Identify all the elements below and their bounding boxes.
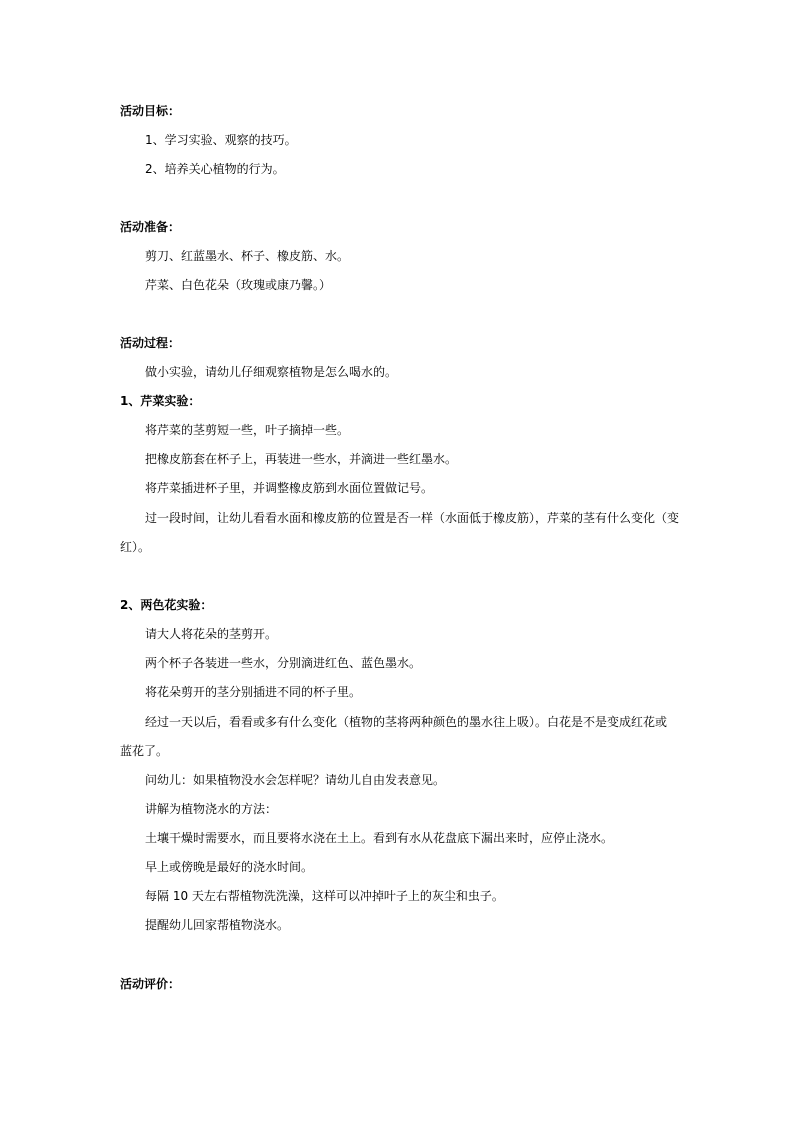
exp2-heading: 2、两色花实验： bbox=[120, 598, 213, 612]
prep-heading: 活动准备： bbox=[120, 220, 181, 234]
tip-4: 提醒幼儿回家帮植物浇水。 bbox=[145, 918, 290, 932]
exp1-observe-line-1: 过一段时间，让幼儿看看水面和橡皮筋的位置是否一样（水面低于橡皮筋），芹菜的茎有什么变化（变 bbox=[145, 511, 680, 525]
exp2-step-2: 两个杯子各装进一些水，分别滴进红色、蓝色墨水。 bbox=[145, 656, 422, 670]
exp1-step-2: 把橡皮筋套在杯子上，再装进一些水，并滴进一些红墨水。 bbox=[145, 452, 458, 466]
process-heading: 活动过程： bbox=[120, 336, 181, 350]
exp1-step-1: 将芹菜的茎剪短一些，叶子摘掉一些。 bbox=[145, 423, 350, 437]
exp2-observe-line-2: 蓝花了。 bbox=[120, 744, 169, 758]
tip-3: 每隔 10 天左右帮植物洗洗澡，这样可以冲掉叶子上的灰尘和虫子。 bbox=[145, 889, 504, 903]
process-intro: 做小实验，请幼儿仔细观察植物是怎么喝水的。 bbox=[145, 365, 398, 379]
exp1-observe-line-2: 红）。 bbox=[120, 540, 151, 554]
exp1-step-3: 将芹菜插进杯子里，并调整橡皮筋到水面位置做记号。 bbox=[145, 481, 434, 495]
exp2-step-1: 请大人将花朵的茎剪开。 bbox=[145, 627, 278, 641]
evaluation-heading: 活动评价： bbox=[120, 977, 181, 991]
exp1-heading: 1、芹菜实验： bbox=[120, 394, 201, 408]
goal-item-2: 2、培养关心植物的行为。 bbox=[145, 162, 285, 176]
goal-item-1: 1、学习实验、观察的技巧。 bbox=[145, 133, 297, 147]
exp2-observe-line-1: 经过一天以后，看看或多有什么变化（植物的茎将两种颜色的墨水往上吸）。白花是不是变成红花或 bbox=[145, 715, 668, 729]
exp2-explain: 讲解为植物浇水的方法： bbox=[145, 802, 278, 816]
goals-heading: 活动目标： bbox=[120, 104, 181, 118]
tip-2: 早上或傍晚是最好的浇水时间。 bbox=[145, 860, 314, 874]
tip-1: 土壤干燥时需要水，而且要将水浇在土上。看到有水从花盘底下漏出来时，应停止浇水。 bbox=[145, 831, 614, 845]
prep-item-1: 剪刀、红蓝墨水、杯子、橡皮筋、水。 bbox=[145, 249, 350, 263]
exp2-step-3: 将花朵剪开的茎分别插进不同的杯子里。 bbox=[145, 685, 362, 699]
prep-item-2: 芹菜、白色花朵（玫瑰或康乃馨。） bbox=[145, 278, 332, 292]
exp2-question: 问幼儿：如果植物没水会怎样呢？请幼儿自由发表意见。 bbox=[145, 773, 446, 787]
